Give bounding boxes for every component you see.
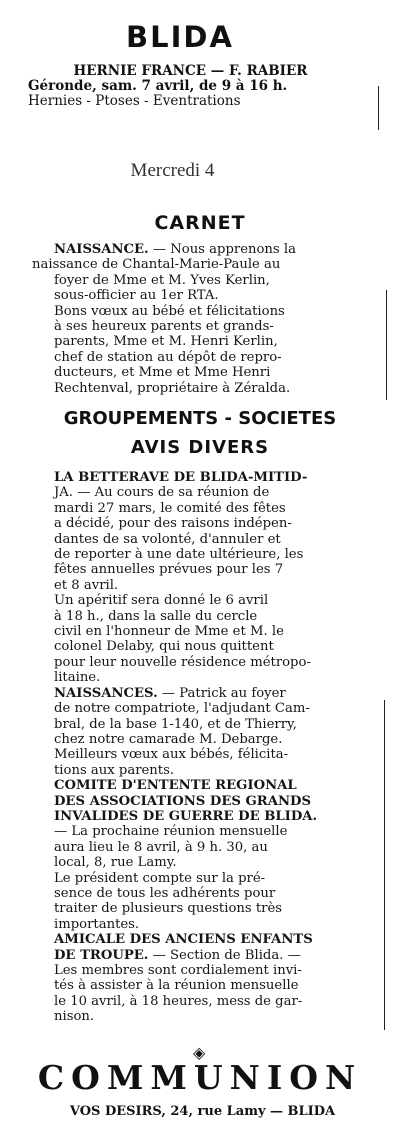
carnet-p1-lead: NAISSANCE. [54, 242, 149, 257]
betterave-notice: LA BETTERAVE DE BLIDA-MITID- JA. — Au cours de sa réunion de mardi 27 mars, le comité des fêtes a décidé, pour des raisons indépen- dantes de sa volonté, d'annuler et de reporter à une date ultérieure, les fêtes annuelles prévues pour les 7 et 8 avril. [54, 470, 308, 593]
betterave-lead: LA BETTERAVE DE BLIDA-MITID- [54, 470, 308, 485]
ad-border-right [378, 86, 379, 130]
avis-body [32, 470, 384, 1025]
voeux-notice: Meilleurs vœux aux bébés, félicita- tions aux parents. [54, 747, 289, 778]
groupements-heading: GROUPEMENTS - SOCIETES [63, 408, 337, 429]
carnet-body [32, 242, 384, 396]
carnet-heading: CARNET [154, 212, 246, 234]
ornament-diamond-icon: ◈ [193, 1043, 206, 1062]
dateline: Mercredi 4 [130, 160, 215, 181]
masthead-title: BLIDA [126, 20, 234, 54]
communion-ad-headline: COMMUNION [37, 1058, 363, 1097]
hernia-advertisement [28, 64, 373, 109]
avis-divers-heading: AVIS DIVERS [130, 437, 270, 458]
comite-notice: COMITE D'ENTENTE REGIONAL DES ASSOCIATIONS DES GRANDS INVALIDES DE GUERRE DE BLIDA. — La prochaine réunion mensuelle aura lieu le 8 avril, à 9 h. 30, au local, 8, rue Lamy. [54, 778, 318, 871]
carnet-paragraph-1: NAISSANCE. — Nous apprenons la naissance de Chantal-Marie-Paule au foyer de Mme et M. Yves Kerlin, sous-officier au 1er RTA. [32, 242, 296, 304]
communion-ad-line: VOS DESIRS, 24, rue Lamy — BLIDA [69, 1104, 336, 1119]
ad-line-2: Géronde, sam. 7 avril, de 9 à 16 h. [28, 78, 288, 94]
president-notice: Le président compte sur la pré- sence de tous les adhérents pour traiter de plusieurs questions très importantes. [54, 870, 283, 932]
amicale-notice: AMICALE DES ANCIENS ENFANTS DE TROUPE. — Section de Blida. — Les membres sont cordialement invi- tés à assister à la réunion mensuelle le 10 avril, à 18 heures, mess de gar- nison. [54, 932, 313, 1025]
ad-line-1: HERNIE FRANCE — F. RABIER [73, 63, 308, 79]
aperitif-notice: Un apéritif sera donné le 6 avril à 18 h., dans la salle du cercle civil en l'honneur de Mme et M. le colonel Delaby, qui nous quittent pour leur nouvelle résidence métropo- litaine. [54, 593, 311, 686]
naissances-lead: NAISSANCES. [54, 685, 158, 701]
ad-line-3: Hernies - Ptoses - Eventrations [28, 93, 241, 109]
carnet-border-right [386, 290, 387, 400]
carnet-paragraph-2: Bons vœux au bébé et félicitations à ses heureux parents et grands- parents, Mme et M. Henri Kerlin, chef de station au dépôt de repro- ducteurs, et Mme et Mme Henri Rechtenval, propriétaire à Zéralda. [54, 303, 291, 396]
avis-border-right [384, 700, 385, 1030]
naissances-notice: NAISSANCES. — Patrick au foyer de notre compatriote, l'adjudant Cam- bral, de la base 1-140, et de Thierry, chez notre camarade M. Debarge. [54, 685, 310, 747]
